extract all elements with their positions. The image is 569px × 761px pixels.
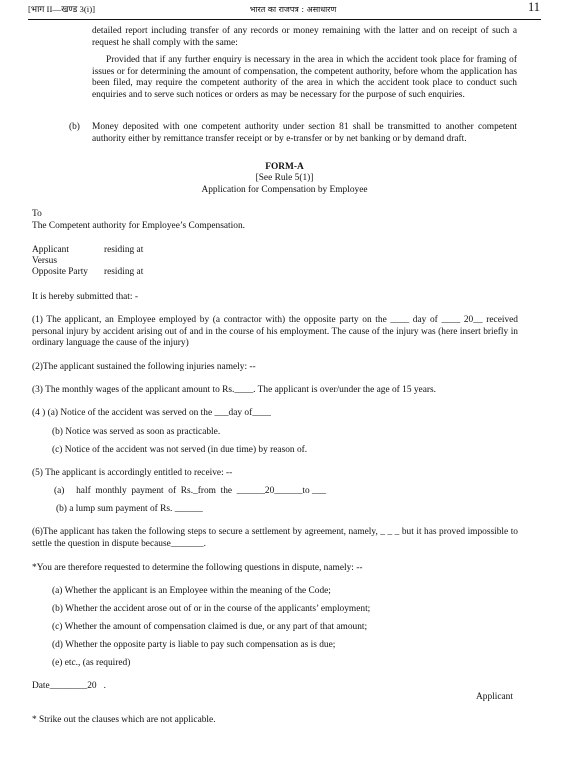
date-line: Date________20 . [32,681,106,691]
question-d: (d) Whether the opposite party is liable to pay such compensation as is due; [52,640,336,650]
applicant-residing: residing at [104,245,144,255]
footnote: * Strike out the clauses which are not applicable. [32,715,216,725]
header-gazette-name: भारत का राजपत्र : असाधारण [249,5,337,14]
versus-label: Versus [32,256,57,266]
question-a: (a) Whether the applicant is an Employee within the meaning of the Code; [52,586,331,596]
applicant-label: Applicant [32,245,69,255]
form-rule-reference: [See Rule 5(1)] [255,173,314,183]
paragraph-5: (5) The applicant is accordingly entitled to receive: -- [32,468,233,478]
question-e: (e) etc., (as required) [52,658,131,668]
to-label: To [32,209,42,219]
proviso-paragraph: Provided that if any further enquiry is necessary in the area in which the accident took place for framing of issues or for determining the amount of compensation, the competent authority, before whom the application has been filed, may require the competent authority of the area in which the accident took place to conduct such enquiries and to serve such notices or orders as may be necessary for the purpose of such enquiries. [92,55,517,100]
page-number: 11 [527,0,540,14]
paragraph-3: (3) The monthly wages of the applicant amount to Rs.____. The applicant is over/under the age of 15 years. [32,385,436,395]
paragraph-1: (1) The applicant, an Employee employed by (a contractor with) the opposite party on the ____ day of ____ 20__ received personal injury by accident arising out of and in the course of his employment. The cause of the injury was (here insert briefly in ordinary language the cause of the injury) [32,315,518,349]
submission-line: It is hereby submitted that: - [32,292,138,302]
opposite-party-label: Opposite Party [32,267,88,277]
continuation-paragraph: detailed report including transfer of any records or money remaining with the latter and on receipt of such a request he shall comply with the same: [92,26,517,48]
form-subtitle: Application for Compensation by Employee [201,185,368,195]
addressee: The Competent authority for Employee’s Compensation. [32,221,245,231]
header-divider [28,19,541,20]
question-c: (c) Whether the amount of compensation claimed is due, or any part of that amount; [52,622,368,632]
header-part: [भाग II—खण्ड 3(i)] [28,4,96,14]
paragraph-4b: (b) Notice was served as soon as practicable. [52,427,221,437]
question-b: (b) Whether the accident arose out of or in the course of the applicants’ employment; [52,604,371,614]
paragraph-6: (6)The applicant has taken the following steps to secure a settlement by agreement, namely, _ _ _ but it has proved impossible to settle the question in dispute because_______. [32,527,518,549]
paragraph-7: *You are therefore requested to determine the following questions in dispute, namely: -- [32,563,363,573]
header-bar [28,0,540,18]
paragraph-2: (2)The applicant sustained the following injuries namely: -- [32,362,256,372]
paragraph-5a: (a) half monthly payment of Rs._from the ______20______to ___ [54,486,327,496]
clause-b-marker: (b) [69,122,80,132]
paragraph-4a: (4 ) (a) Notice of the accident was served on the ___day of____ [32,408,271,418]
paragraph-4c: (c) Notice of the accident was not served (in due time) by reason of. [52,445,308,455]
form-title: FORM-A [265,162,304,172]
applicant-signature: Applicant [476,692,513,702]
paragraph-5b: (b) a lump sum payment of Rs. ______ [56,504,203,514]
clause-b-paragraph: Money deposited with one competent authority under section 81 shall be transmitted to another competent authority either by remittance transfer receipt or by e-transfer or by net banking or by demand draft. [92,122,517,144]
opposite-party-residing: residing at [104,267,144,277]
